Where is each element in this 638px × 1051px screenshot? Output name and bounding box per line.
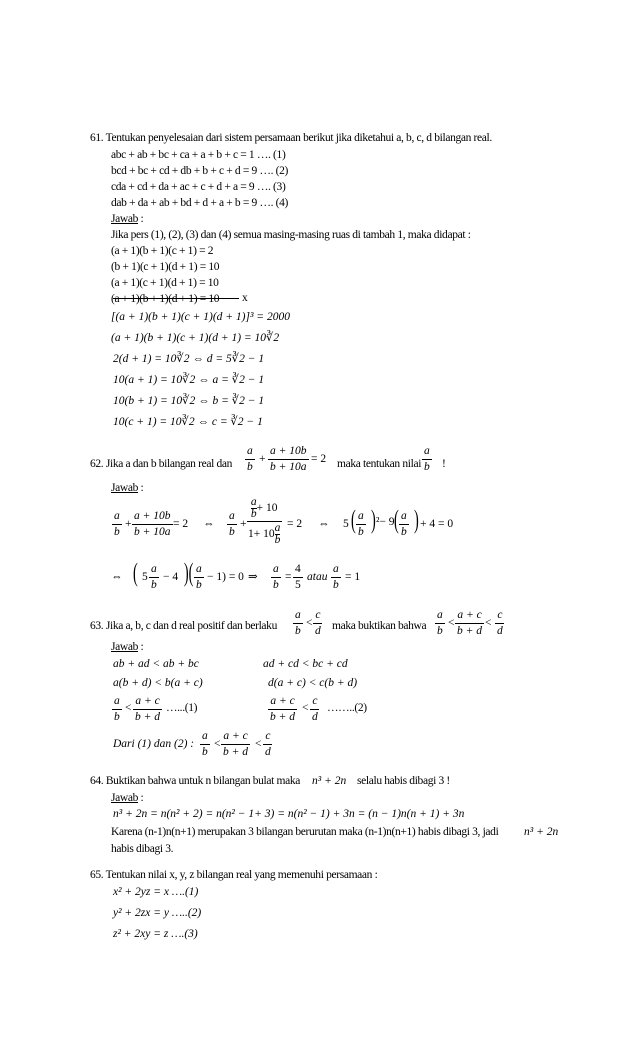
p61-note: Jika pers (1), (2), (3) dan (4) semua masing-masing ruas di tambah 1, maka didapat : [111,229,471,241]
p61-result-3: (a + 1)(c + 1)(d + 1) = 10 [111,277,219,289]
p61-step-6: 10(c + 1) = 10∛2 ⇔ c = ∛2 − 1 [113,416,263,428]
jawab-colon: : [138,213,144,225]
p63-frac-ab: $\frac{a}{b}$ [295,609,301,637]
l1-frac-ab-2: $\frac{a}{b}$ [229,510,235,538]
p63-mid: maka buktikan bahwa [332,620,427,632]
l2-lparen: ( [132,558,138,587]
exclamation: ! [442,458,446,470]
p64-karena: Karena (n-1)n(n+1) merupakan 3 bilangan berurutan maka (n-1)n(n+1) habis dibagi 3, jadi [111,826,499,838]
p63-l4-frac-acbd: $\frac{a + c}{b + d}$ [223,730,249,758]
p64-expr-2: n³ + 2n [524,826,559,838]
l2-frac-ab-2: $\frac{a}{b}$ [196,563,202,591]
l1-rparen: ) [370,505,376,534]
l2-minus4: − 4 [163,571,179,583]
l1-rparen-2: ) [413,505,419,534]
p62-jawab: Jawab : [111,482,144,494]
l1-eq: = 2 [173,518,189,530]
p62-title-tail: maka tentukan nilai [337,458,422,470]
equals-two: = 2 [311,453,327,465]
p63-frac-ab-2: $\frac{a}{b}$ [437,609,443,637]
p61-result-4: (a + 1)(b + 1)(d + 1) = 10 [111,293,220,305]
l2-eq1: = 1 [345,571,361,583]
l1-plus4: + 4 = 0 [420,518,454,530]
p61-equation-2: bcd + bc + cd + db + b + c + d = 9 …. (2) [111,165,289,177]
l2-frac-4-5: $\frac{4}{5}$ [295,563,301,591]
p61-equation-1: abc + ab + bc + ca + a + b + c = 1 …. (1) [111,149,286,161]
l1-frac-ab-4: $\frac{a}{b}$ [401,510,407,538]
l2-frac-ab: $\frac{a}{b}$ [151,563,157,591]
p63-dari: Dari (1) dan (2) : [113,738,195,750]
p65-equation-3: z² + 2xy = z ….(3) [113,928,198,940]
jawab-label: Jawab [111,213,138,225]
p63-line2-left: a(b + d) < b(a + c) [113,677,203,689]
p63-eq-2-label: ……..(2) [327,702,367,714]
p63-l4-frac-cd: $\frac{c}{d}$ [265,730,271,758]
problem-61-title: 61. Tentukan penyelesaian dari sistem persamaan berikut jika diketahui a, b, c, d bilangan real. [90,132,492,144]
l2-implies: ⇒ [248,571,258,583]
fraction-a-over-b: $\frac{a}{b}$ [247,445,253,473]
p61-step-3: 2(d + 1) = 10∛2 ⇔ d = 5∛2 − 1 [113,353,265,365]
problem-64-title: 64. Buktikan bahwa untuk n bilangan bulat maka [90,775,301,787]
problem-62-title: 62. Jika a dan b bilangan real dan [90,458,233,470]
p63-line1-right: ad + cd < bc + cd [263,658,348,670]
l1-eq-2: = 2 [287,518,303,530]
p63-frac-acbd: $\frac{a + c}{b + d}$ [457,609,483,637]
p63-frac-cd-2: $\frac{c}{d}$ [497,609,503,637]
l1-lparen: ( [350,505,356,534]
p64-expr: n³ + 2n [312,775,347,787]
l1-iff: ⇔ [203,518,215,530]
p63-l4-lt-2: < [255,738,262,750]
p61-equation-3: cda + cd + da + ac + c + d + a = 9 …. (3) [111,181,286,193]
p63-line1-left: ab + ad < ab + bc [113,658,199,670]
p61-step-4: 10(a + 1) = 10∛2 ⇔ a = ∛2 − 1 [113,374,265,386]
p63-l3-lt: < [125,702,132,714]
p63-jawab: Jawab : [111,641,144,653]
l1-lparen-2: ( [393,505,399,534]
l2-atau: atau [307,571,328,583]
l2-eq: = [285,571,292,583]
p61-result-1: (a + 1)(b + 1)(c + 1) = 2 [111,245,214,257]
fraction-main: $\frac{a + 10b}{b + 10a}$ [270,445,307,473]
p63-eq-1-label: …...(1) [166,702,198,714]
p61-result-2: (b + 1)(c + 1)(d + 1) = 10 [111,261,220,273]
p64-last: habis dibagi 3. [111,843,174,855]
p63-l3-frac-ab: $\frac{a}{b}$ [114,695,120,723]
l1-frac-ab: $\frac{a}{b}$ [114,510,120,538]
l1-frac-ab-3: $\frac{a}{b}$ [358,510,364,538]
p61-equation-4: dab + da + ab + bd + d + a + b = 9 …. (4) [111,197,289,209]
problem-63-title: 63. Jika a, b, c dan d real positif dan berlaku [90,620,277,632]
fraction-a-over-b-target: $\frac{a}{b}$ [424,445,430,473]
p61-jawab [111,212,143,226]
problem-65-title: 65. Tentukan nilai x, y, z bilangan real yang memenuhi persamaan : [90,869,378,881]
p64-title-tail: selalu habis dibagi 3 ! [357,775,450,787]
p64-derivation: n³ + 2n = n(n² + 2) = n(n² − 1+ 3) = n(n² − 1) + 3n = (n − 1)n(n + 1) + 3n [113,808,465,820]
p61-step-1: [(a + 1)(b + 1)(c + 1)(d + 1)]³ = 2000 [111,311,290,323]
l2-five: 5 [142,571,148,583]
p63-lt: < [306,617,313,629]
l2-frac-ab-4: $\frac{a}{b}$ [333,563,339,591]
p63-l3-frac-acbd-2: $\frac{a + c}{b + d}$ [270,695,296,723]
p61-step-5: 10(b + 1) = 10∛2 ⇔ b = ∛2 − 1 [113,395,265,407]
p64-jawab: Jawab : [111,792,144,804]
l1-frac-main: $\frac{a + 10b}{b + 10a}$ [134,510,171,538]
p63-frac-cd: $\frac{c}{d}$ [315,609,321,637]
l1-five: 5 [343,518,349,530]
l1-plus-2: + [240,518,247,530]
p63-l3-lt-2: < [302,702,309,714]
p63-l4-frac-ab: $\frac{a}{b}$ [202,730,208,758]
p63-l3-frac-acbd: $\frac{a + c}{b + d}$ [135,695,161,723]
p63-lt-2: < [448,617,455,629]
p63-line2-right: d(a + c) < c(b + d) [268,677,358,689]
p65-equation-1: x² + 2yz = x ….(1) [113,886,199,898]
p63-lt-3: < [485,617,492,629]
l2-frac-ab-3: $\frac{a}{b}$ [273,563,279,591]
p65-equation-2: y² + 2zx = y …..(2) [113,907,202,919]
plus-sign: + [259,453,266,465]
l1-complex-frac: $\frac{a}{b}$ + 10 1+ 10 $\frac{a}{b}$ [248,496,281,546]
p63-l3-frac-cd: $\frac{c}{d}$ [312,695,318,723]
l2-iff: ⇔ [111,571,123,583]
p63-l4-lt: < [214,738,221,750]
p61-step-2: (a + 1)(b + 1)(c + 1)(d + 1) = 10∛2 [111,332,280,344]
l1-iff-2: ⇔ [318,518,330,530]
l2-minus1: − 1) = 0 [207,571,244,583]
p61-multiply-x: x [242,292,248,304]
l1-plus: + [125,518,132,530]
p61-multiply-rule [113,298,239,299]
l2-rparen: )( [183,558,194,587]
l1-sq-minus9: ²− 9 [376,516,395,528]
